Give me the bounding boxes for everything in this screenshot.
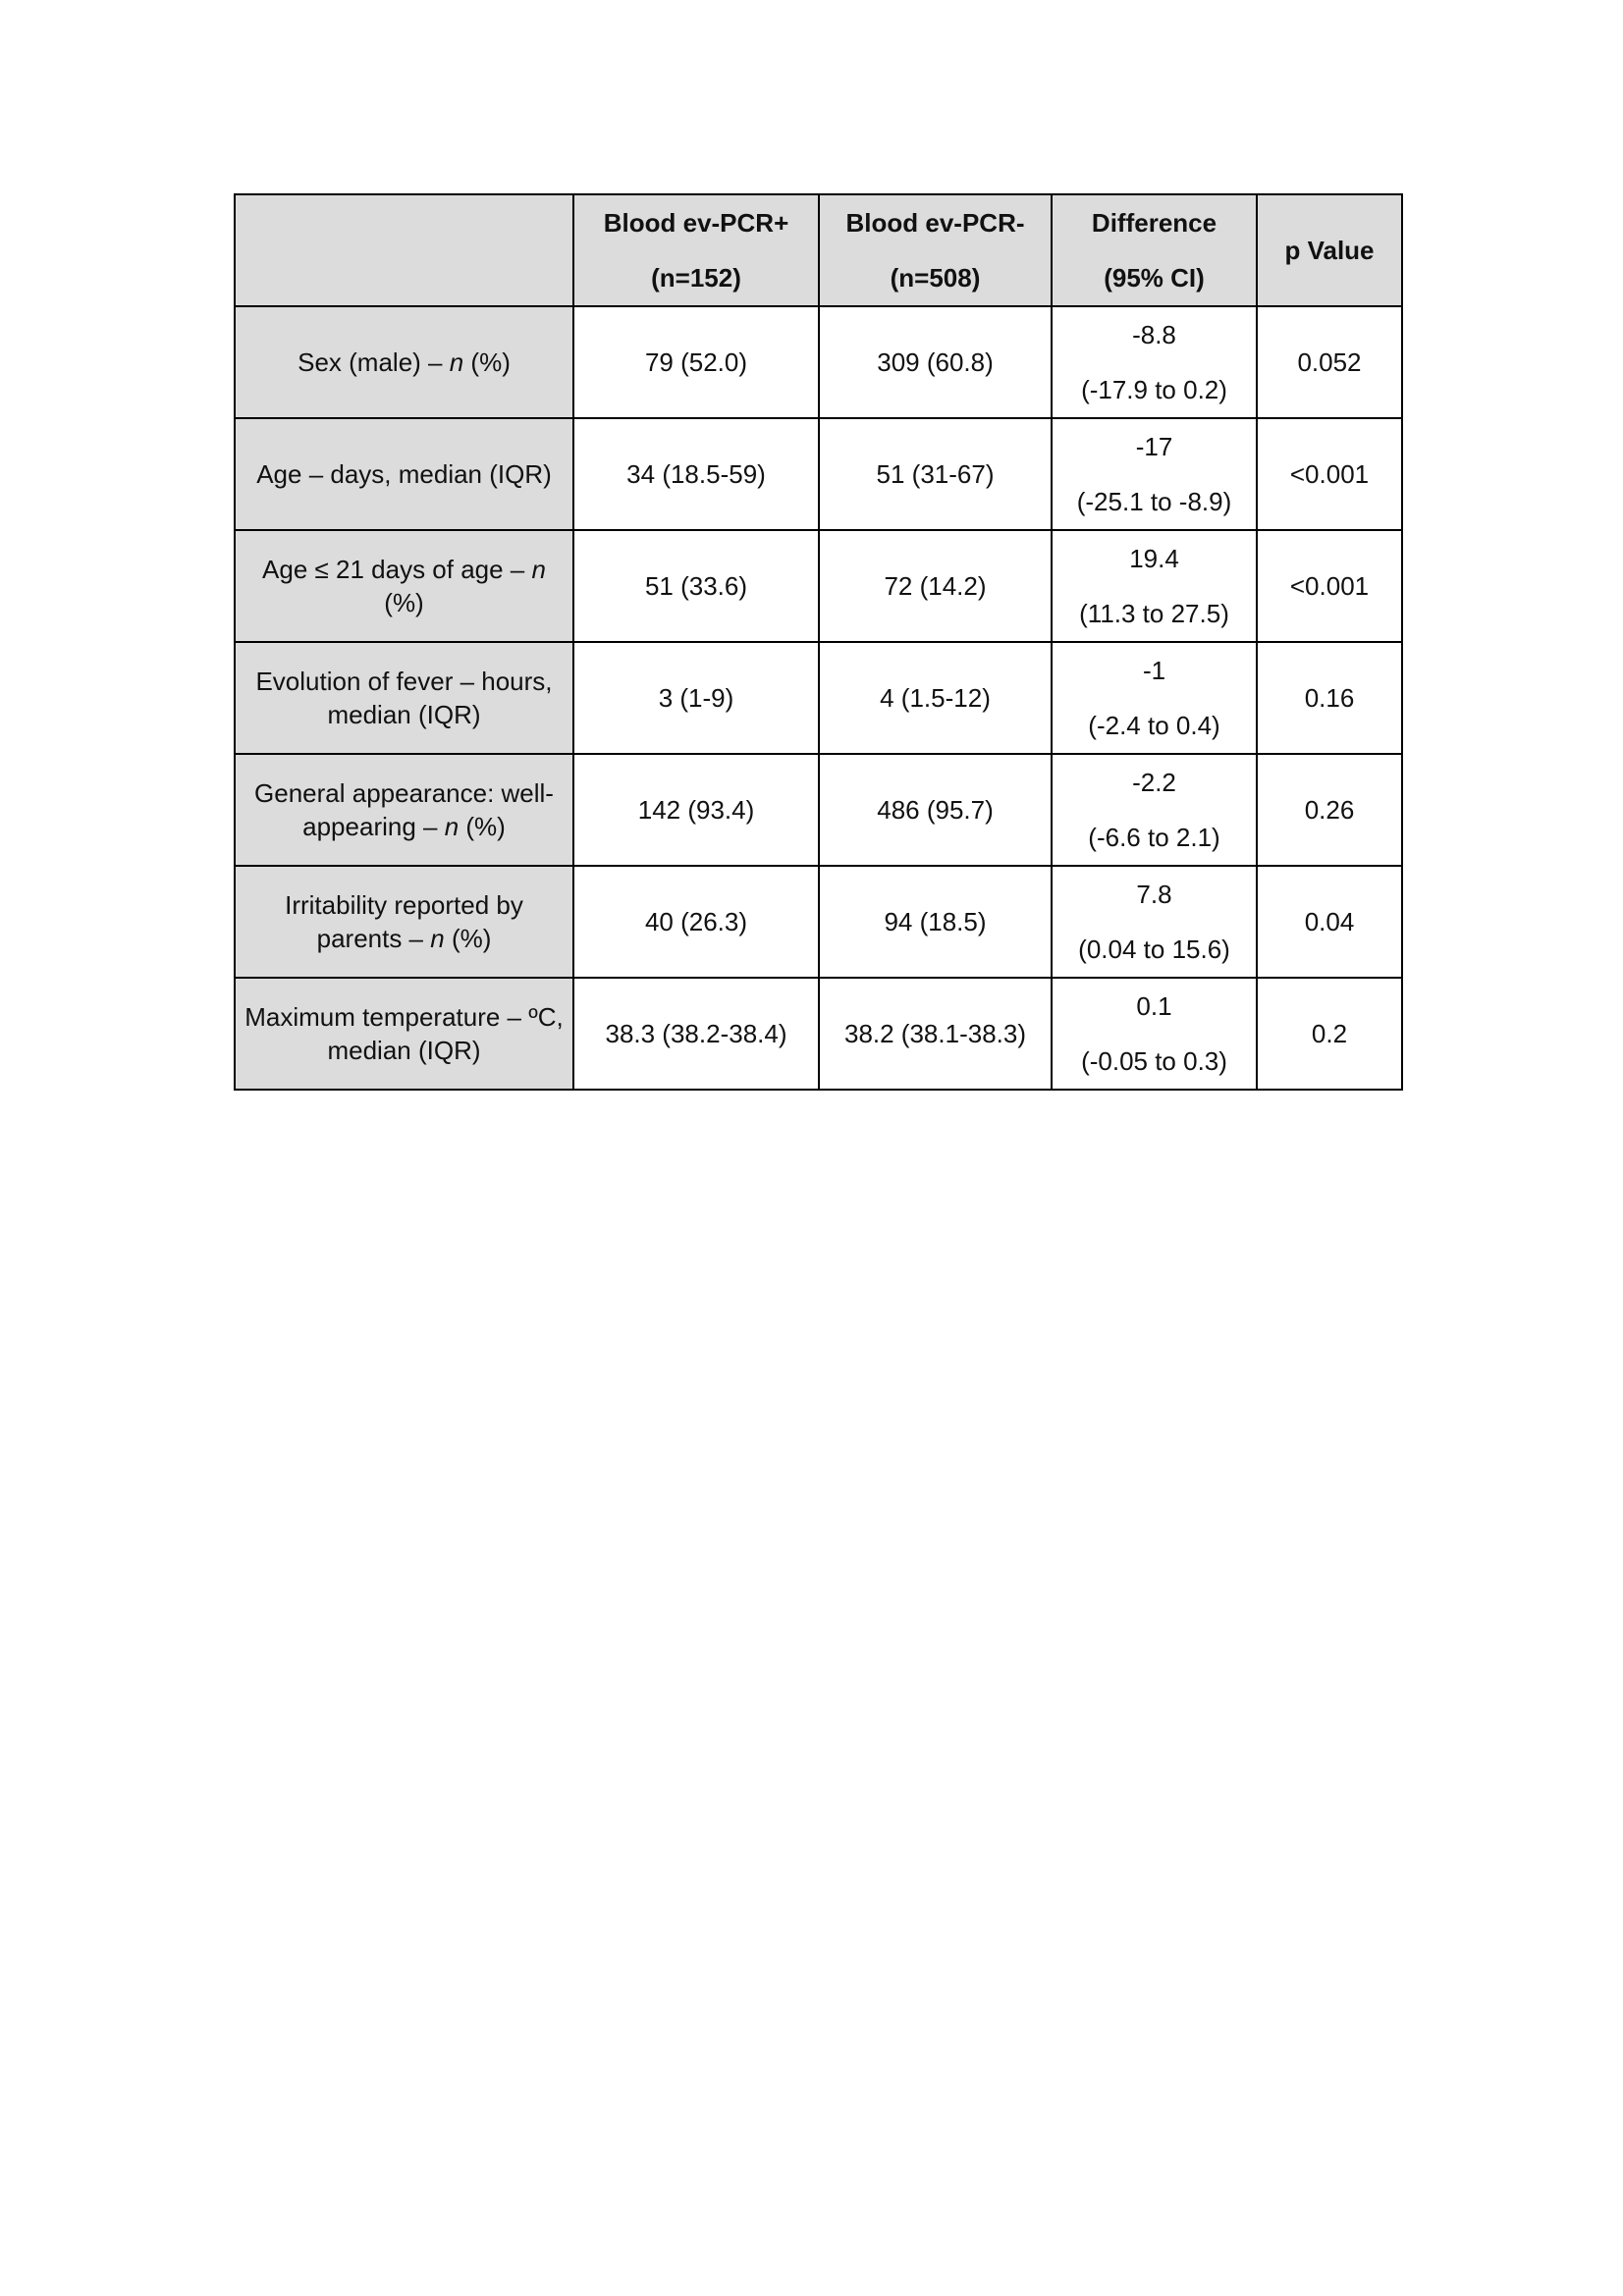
difference-ci: (-0.05 to 0.3) [1081,1046,1227,1076]
p-value-cell: 0.04 [1257,866,1402,978]
table-body [235,306,1402,1090]
p-value-cell: <0.001 [1257,530,1402,642]
row-label-cell [235,866,573,978]
header-empty-cell [235,194,573,306]
row-label-cell [235,754,573,866]
difference-value: 0.1 [1136,991,1172,1021]
pcr-positive-cell: 38.3 (38.2-38.4) [573,978,819,1090]
difference-ci: (-25.1 to -8.9) [1076,487,1232,516]
p-value-cell: 0.16 [1257,642,1402,754]
difference-ci: (0.04 to 15.6) [1078,934,1230,964]
difference-ci: (11.3 to 27.5) [1079,599,1229,628]
table-row [235,418,1402,530]
difference-cell [1052,306,1257,418]
header-blood-pcr-positive [573,194,819,306]
difference-ci: (-17.9 to 0.2) [1081,375,1227,404]
row-label-text: Evolution of fever – hours, median (IQR) [255,667,553,729]
header-row [235,194,1402,306]
row-label-cell [235,530,573,642]
difference-cell [1052,754,1257,866]
difference-value: -8.8 [1132,320,1176,349]
pcr-negative-cell: 4 (1.5-12) [819,642,1052,754]
header-line: (n=508) [890,263,981,293]
pcr-positive-cell: 34 (18.5-59) [573,418,819,530]
header-difference [1052,194,1257,306]
table-header [235,194,1402,306]
table-row [235,530,1402,642]
row-label-suffix: (%) [459,812,506,841]
difference-ci: (-6.6 to 2.1) [1088,823,1220,852]
p-value-cell: 0.26 [1257,754,1402,866]
difference-value: -17 [1135,432,1173,461]
row-label-cell [235,978,573,1090]
table-row [235,306,1402,418]
pcr-positive-cell: 40 (26.3) [573,866,819,978]
header-line: (95% CI) [1104,263,1205,293]
row-label-cell [235,418,573,530]
table-row [235,642,1402,754]
pcr-negative-cell: 51 (31-67) [819,418,1052,530]
header-line: p Value [1284,236,1375,265]
difference-cell [1052,978,1257,1090]
p-value-cell: <0.001 [1257,418,1402,530]
p-value-cell: 0.052 [1257,306,1402,418]
header-line: Blood ev-PCR- [845,208,1025,238]
header-blood-pcr-negative [819,194,1052,306]
row-label-text: Sex (male) – [298,347,450,377]
table-row [235,978,1402,1090]
pcr-positive-cell: 51 (33.6) [573,530,819,642]
row-label-cell [235,642,573,754]
difference-cell [1052,530,1257,642]
difference-cell [1052,642,1257,754]
row-label-text: Maximum temperature – ºC, median (IQR) [244,1002,564,1065]
data-table [234,193,1403,1091]
row-label-italic: n [430,924,445,953]
pcr-negative-cell: 309 (60.8) [819,306,1052,418]
table-row [235,866,1402,978]
row-label-text: Age ≤ 21 days of age – [262,555,532,584]
pcr-positive-cell: 79 (52.0) [573,306,819,418]
header-line: (n=152) [651,263,741,293]
difference-cell [1052,866,1257,978]
difference-value: -2.2 [1132,768,1176,797]
table-row [235,754,1402,866]
row-label-cell [235,306,573,418]
pcr-negative-cell: 486 (95.7) [819,754,1052,866]
row-label-text: Irritability reported by parents – [285,890,523,953]
pcr-positive-cell: 142 (93.4) [573,754,819,866]
difference-value: 7.8 [1136,880,1172,909]
row-label-suffix: (%) [444,924,492,953]
difference-cell [1052,418,1257,530]
row-label-suffix: (%) [384,588,424,617]
row-label-text: Age – days, median (IQR) [256,459,552,489]
difference-ci: (-2.4 to 0.4) [1088,711,1220,740]
row-label-italic: n [531,555,546,584]
row-label-italic: n [444,812,460,841]
row-label-italic: n [449,347,464,377]
row-label-text: General appearance: well-appearing – [254,778,554,841]
pcr-positive-cell: 3 (1-9) [573,642,819,754]
p-value-cell: 0.2 [1257,978,1402,1090]
difference-value: -1 [1142,656,1166,685]
header-p-value [1257,194,1402,306]
pcr-negative-cell: 72 (14.2) [819,530,1052,642]
pcr-negative-cell: 94 (18.5) [819,866,1052,978]
difference-value: 19.4 [1129,544,1179,573]
row-label-suffix: (%) [463,347,511,377]
header-line: Blood ev-PCR+ [603,208,789,238]
pcr-negative-cell: 38.2 (38.1-38.3) [819,978,1052,1090]
header-line: Difference [1091,208,1217,238]
